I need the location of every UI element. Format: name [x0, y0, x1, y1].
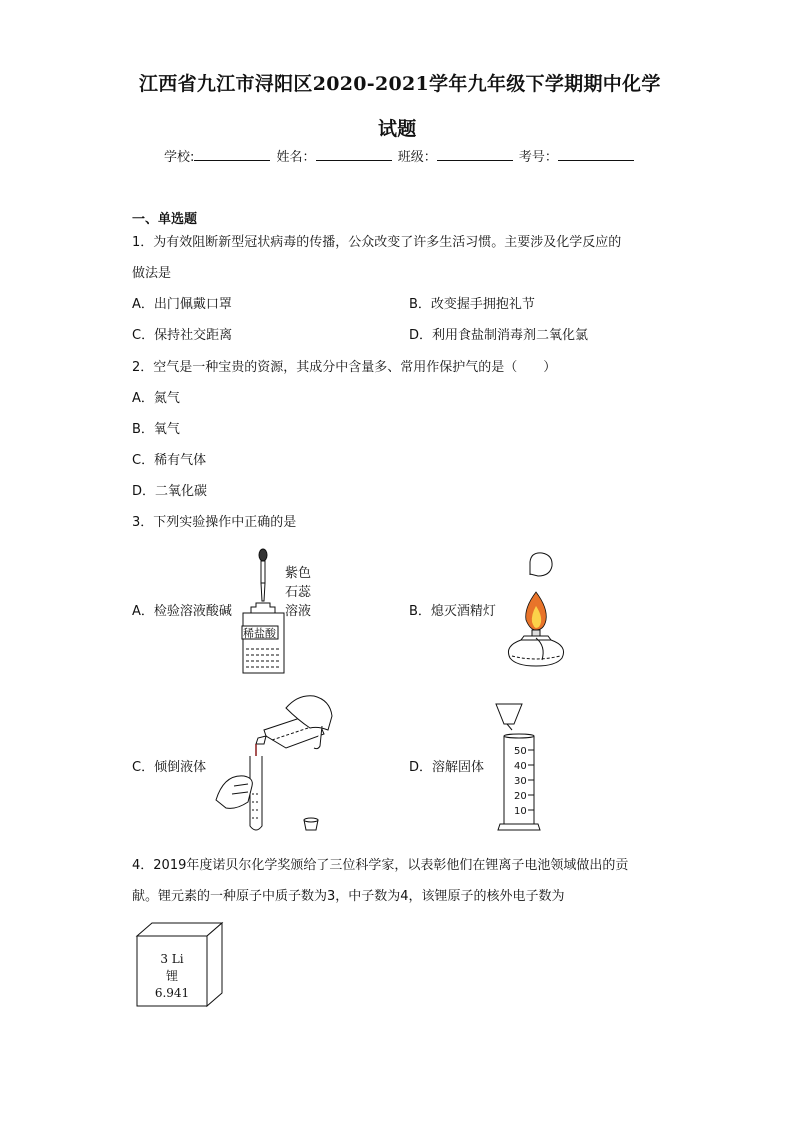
scale-20: 20 — [514, 791, 527, 802]
figure-measuring-cylinder — [490, 700, 552, 836]
q1-option-c[interactable]: C．保持社交距离 — [132, 328, 233, 343]
q4-stem-line1: 4．2019年度诺贝尔化学奖颁给了三位科学家，以表彰他们在锂离子电池领域做出的贡 — [132, 858, 629, 873]
litmus-label-3: 溶液 — [285, 604, 312, 619]
figure-litmus-test — [236, 545, 328, 677]
q2-option-a[interactable]: A．氮气 — [132, 391, 180, 406]
section-heading: 一、单选题 — [132, 212, 198, 227]
q1-option-b[interactable]: B．改变握手拥抱礼节 — [409, 297, 535, 312]
scale-10: 10 — [514, 806, 527, 817]
stopper-icon — [304, 818, 318, 830]
field-examno-blank[interactable] — [558, 147, 634, 161]
q3-stem: 3．下列实验操作中正确的是 — [132, 515, 297, 530]
dropper-icon — [259, 549, 267, 601]
q2-stem: 2．空气是一种宝贵的资源，其成分中含量多、常用作保护气的是（ ） — [132, 360, 557, 375]
q3-option-a[interactable]: A．检验溶液酸碱 — [132, 604, 232, 619]
scale-50: 50 — [514, 746, 527, 757]
q1-stem-line2: 做法是 — [132, 266, 172, 281]
litmus-label-1: 紫色 — [285, 566, 312, 581]
info-fields — [164, 146, 636, 165]
scale-40: 40 — [514, 761, 527, 772]
q4-stem-line2: 献。锂元素的一种原子中质子数为3，中子数为4，该锂原子的核外电子数为 — [132, 889, 565, 904]
q3-option-b[interactable]: B．熄灭酒精灯 — [409, 604, 496, 619]
field-examno-label: 考号： — [518, 150, 558, 165]
q3-option-d[interactable]: D．溶解固体 — [409, 760, 485, 775]
field-name-label: 姓名： — [276, 150, 316, 165]
q2-option-c[interactable]: C．稀有气体 — [132, 453, 207, 468]
holding-hand-icon — [216, 776, 252, 809]
funnel-icon — [496, 704, 522, 730]
q1-stem-line1: 1．为有效阻断新型冠状病毒的传播，公众改变了许多生活习惯。主要涉及化学反应的 — [132, 235, 622, 250]
field-class-label: 班级： — [397, 150, 437, 165]
scale-30: 30 — [514, 776, 527, 787]
element-number-symbol: 3 Li — [160, 952, 184, 966]
lamp-cap-icon — [530, 553, 552, 576]
page-title-line2: 试题 — [378, 118, 417, 140]
field-class-blank[interactable] — [437, 147, 513, 161]
page-title-line1: 江西省九江市浔阳区2020-2021学年九年级下学期期中化学 — [139, 73, 661, 95]
element-name: 锂 — [165, 969, 178, 983]
q1-option-a[interactable]: A．出门佩戴口罩 — [132, 297, 232, 312]
field-school-blank[interactable] — [194, 147, 270, 161]
q1-option-d[interactable]: D．利用食盐制消毒剂二氧化氯 — [409, 328, 589, 343]
litmus-label-2: 石蕊 — [285, 585, 312, 600]
q2-option-b[interactable]: B．氧气 — [132, 422, 180, 437]
flame-icon — [526, 592, 547, 630]
bottle-label: 稀盐酸 — [243, 627, 276, 640]
test-tube-icon — [250, 756, 262, 830]
lamp-body-icon — [508, 630, 563, 666]
figure-pouring — [214, 690, 336, 836]
q2-option-d[interactable]: D．二氧化碳 — [132, 484, 208, 499]
field-name-blank[interactable] — [316, 147, 392, 161]
field-school-label: 学校: — [164, 150, 195, 165]
element-mass: 6.941 — [154, 986, 190, 1000]
q3-option-c[interactable]: C．倾倒液体 — [132, 760, 207, 775]
figure-alcohol-lamp — [502, 550, 568, 670]
